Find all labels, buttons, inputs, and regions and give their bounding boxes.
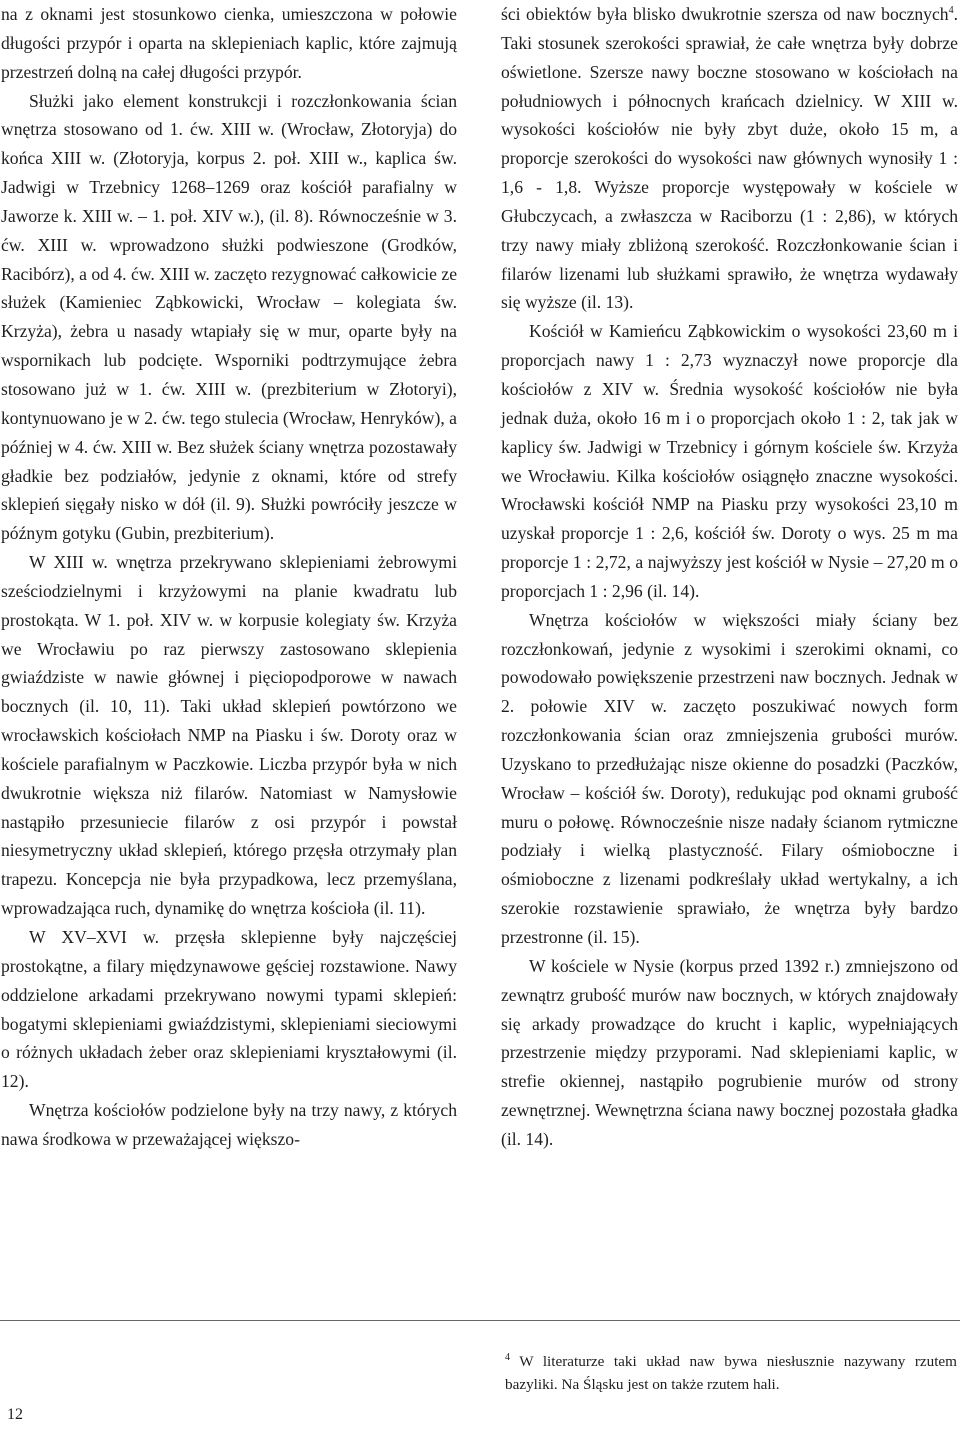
footnote-text [505,1351,957,1396]
right-column [501,0,958,1154]
paragraph: W XV–XVI w. przęsła sklepienne były najczęściej prostokątne, a filary międzynawowe gęściej rozstawione. Nawy oddzielone arkadami przekrywano nowymi typami sklepień: bogatymi sklepieniami gwiaździstymi, sklepieniami sieciowymi o różnych układach żeber oraz sklepieniami kryształowymi (il. 12). [1,927,457,1092]
footnote [505,1351,957,1396]
paragraph: Kościół w Kamieńcu Ząbkowickim o wysokości 23,60 m i proporcjach nawy 1 : 2,73 wyznaczył nowe proporcje dla kościołów z XIV w. Średnia wysokość kościołów nie była jednak duża, około 16 m i o proporcjach około 1 : 2, tak jak w kaplicy św. Jadwigi w Trzebnicy i górnym kościele św. Krzyża we Wrocławiu. Kilka kościołów osiągnęło znaczne wysokości. Wrocławski kościół NMP na Piasku przy wysokości 23,10 m uzyskał proporcje 1 : 2,6, kościół św. Doroty o wys. 25 m ma proporcje 1 : 2,72, a najwyższy jest kościół w Nysie – 27,20 m o proporcjach 1 : 2,96 (il. 14). [501,321,958,601]
paragraph: Wnętrza kościołów podzielone były na trzy nawy, z których nawa środkowa w przeważającej większo- [1,1100,457,1149]
footnote-body: W literaturze taki układ naw bywa niesłusznie nazywany rzutem bazyliki. Na Śląsku jest on także rzutem hali. [505,1353,957,1393]
paragraph: na z oknami jest stosunkowo cienka, umieszczona w połowie długości przypór i oparta na sklepieniach kaplic, które zajmują przestrzeń dolną na całej długości przypór. [1,4,457,82]
paragraph-text: ści obiektów była blisko dwukrotnie szersza od naw bocznych [501,4,949,24]
footnote-reference: 4 [948,5,954,17]
footnote-marker: 4 [505,1351,510,1363]
paragraph [501,0,958,317]
left-column [1,0,457,1154]
paragraph: W kościele w Nysie (korpus przed 1392 r.) zmniejszono od zewnątrz grubość murów naw bocznych, w których znajdowały się arkady prowadzące do krucht i kaplic, wypełniających przestrzenie między przyporami. Nad sklepieniami kaplic, w strefie okiennej, nastąpiło pogrubienie murów od strony zewnętrznej. Wewnętrzna ściana nawy bocznej pozostała gładka (il. 14). [501,955,958,1149]
paragraph-text: . Taki stosunek szerokości sprawiał, że całe wnętrza były dobrze oświetlone. Szersze nawy boczne stosowano w kościołach na południowych i północnych krańcach dzielnicy. W XIII w. wysokości kościołów nie były zbyt duże, około 15 m, a proporcje szerokości do wysokości naw głównych wynosiły 1 : 1,6 - 1,8. Wyższe proporcje występowały w kościele w Głubczycach, a zwłaszcza w Raciborzu (1 : 2,86), w których trzy nawy miały zbliżoną szerokość. Rozczłonkowanie ścian i filarów lizenami lub służkami sprawiło, że wnętrza wydawały się wyższe (il. 13). [501,4,958,313]
page-number: 12 [7,1406,23,1423]
paragraph: W XIII w. wnętrza przekrywano sklepieniami żebrowymi sześciodzielnymi i krzyżowymi na planie kwadratu lub prostokąta. W 1. poł. XIV w. w korpusie kolegiaty św. Krzyża we Wrocławiu po raz pierwszy zastosowano sklepienia gwiaździste w nawie głównej i pięciopodporowe w nawach bocznych (il. 10, 11). Taki układ sklepień powtórzono we wrocławskich kościołach NMP na Piasku i św. Doroty oraz w kościele parafialnym w Paczkowie. Liczba przypór była w nich dwukrotnie większa niż filarów. Natomiast w Namysłowie nastąpiło przesuniecie filarów z osi przypór i powstał niesymetryczny układ sklepień, którego przęsła otrzymały plan trapezu. Koncepcja nie była przypadkowa, lecz przemyślana, wprowadzająca ruch, dynamikę do wnętrza kościoła (il. 11). [1,552,457,919]
paragraph: Służki jako element konstrukcji i rozczłonkowania ścian wnętrza stosowano od 1. ćw. XIII w. (Wrocław, Złotoryja) do końca XIII w. (Złotoryja, korpus 2. poł. XIII w., kaplica św. Jadwigi w Trzebnicy 1268–1269 oraz kościół parafialny w Jaworze k. XIII w. – 1. poł. XIV w.), (il. 8). Równocześnie w 3. ćw. XIII w. wprowadzono służki podwieszone (Grodków, Racibórz), a od 4. ćw. XIII w. zaczęto rezygnować całkowicie ze służek (Kamieniec Ząbkowicki, Wrocław – kolegiata św. Krzyża), żebra u nasady wtapiały się w mur, oparte były na wspornikach lub podcięte. Wsporniki podtrzymujące żebra stosowano już w 1. ćw. XIII w. (prezbiterium w Złotoryi), kontynuowano je w 2. ćw. tego stulecia (Wrocław, Henryków), a później w 4. ćw. XIII w. Bez służek ściany wnętrza pozostawały gładkie bez podziałów, jedynie z oknami, które od strefy sklepień sięgały nisko w dół (il. 9). Służki powróciły jeszcze w późnym gotyku (Gubin, prezbiterium). [1,90,457,544]
paragraph: Wnętrza kościołów w większości miały ściany bez rozczłonkowań, jedynie z wysokimi i szerokimi oknami, co powodowało powiększenie przestrzeni naw bocznych. Jednak w 2. połowie XIV w. zaczęto poszukiwać nowych form rozczłonkowania ścian oraz zmniejszenia grubości murów. Uzyskano to przedłużając nisze okienne do posadzki (Paczków, Wrocław – kościół św. Doroty), redukując pod oknami grubość muru o połowę. Równocześnie nisze nadały ścianom rytmiczne podziały i wielką plastyczność. Filary ośmioboczne i ośmioboczne z lizenami podkreślały układ wertykalny, a ich szerokie rozstawienie sprawiało, że wnętrza były bardzo przestronne (il. 15). [501,609,958,947]
footnote-divider [0,1320,960,1321]
